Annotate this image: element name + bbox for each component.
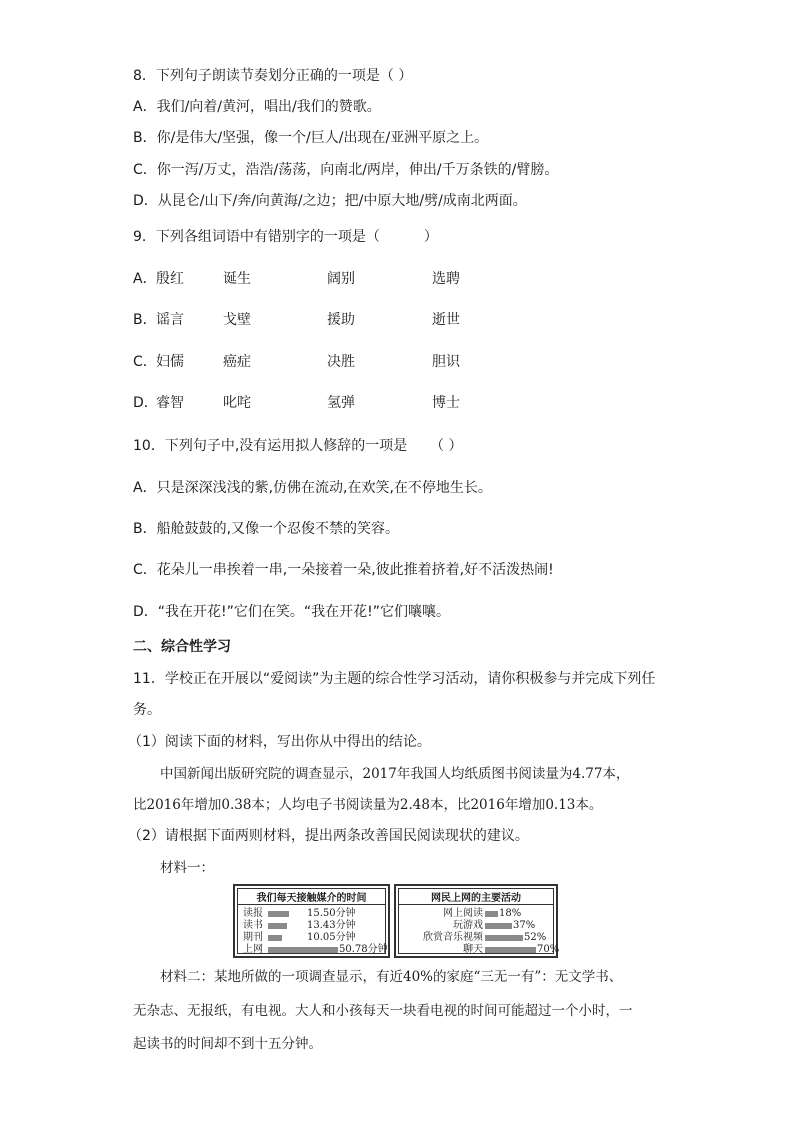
- q11-material-line1: 中国新闻出版研究院的调查显示，2017年我国人均纸质图书阅读量为4.77本，: [160, 766, 630, 782]
- q10-stem: 10．下列句子中,没有运用拟人修辞的一项是: [133, 438, 408, 454]
- q9-word: 谣言: [156, 312, 184, 328]
- chart-category-label: 读书: [243, 920, 263, 931]
- q9-word: 妇儒: [156, 354, 184, 370]
- q8-stem: 8．下列句子朗读节奏划分正确的一项是（ ）: [133, 68, 413, 84]
- chart-category-label: 读报: [243, 908, 263, 919]
- q9-option-letter: B．: [133, 312, 157, 328]
- q11-part1-prompt: （1）阅读下面的材料，写出你从中得出的结论。: [128, 734, 431, 750]
- q9-word: 氢弹: [327, 395, 355, 411]
- q8-option-b: B．你/是伟大/坚强，像一个/巨人/出现在/亚洲平原之上。: [133, 130, 489, 146]
- q9-stem-close: ）: [423, 229, 438, 245]
- q10-option-d: D．“我在开花!”它们在笑。“我在开花!”它们嚷嚷。: [133, 604, 451, 620]
- chart-title: 网民上网的主要活动: [431, 893, 521, 904]
- q9-word: 逝世: [432, 312, 460, 328]
- q9-option-letter: C．: [133, 354, 157, 370]
- material1-label: 材料一：: [160, 860, 214, 876]
- chart-bar: [485, 935, 523, 941]
- q9-stem: [133, 227, 438, 247]
- chart-bar: [268, 911, 289, 917]
- q9-word: 戈壁: [223, 312, 251, 328]
- chart-value-label: 13.43分钟: [307, 920, 356, 931]
- online-activities-chart: [394, 884, 558, 958]
- chart-title-divider: [399, 904, 553, 905]
- q9-word: 博士: [432, 395, 460, 411]
- chart-value-label: 37%: [513, 920, 536, 931]
- material2-line2: 无杂志、无报纸，有电视。大人和小孩每天一块看电视的时间可能超过一个小时，一: [133, 1003, 633, 1019]
- q9-word: 决胜: [327, 354, 355, 370]
- q11-stem-line1: 11．学校正在开展以“爱阅读”为主题的综合性学习活动，请你积极参与并完成下列任: [133, 671, 656, 687]
- q9-word: 殷红: [156, 271, 184, 287]
- chart-value-label: 50.78分钟: [339, 944, 388, 955]
- chart-category-label: 网上阅读: [443, 908, 483, 919]
- q9-word: 胆识: [432, 354, 460, 370]
- chart-value-label: 70%: [537, 944, 560, 955]
- q8-option-c: C．你一泻/万丈，浩浩/荡荡，向南北/两岸，伸出/千万条铁的/臂膀。: [133, 162, 559, 178]
- chart-bar: [268, 947, 338, 953]
- q9-word: 癌症: [223, 354, 251, 370]
- chart-title: 我们每天接触媒介的时间: [256, 893, 367, 904]
- chart-value-label: 18%: [499, 908, 522, 919]
- q11-material-line2: 比2016年增加0.38本；人均电子书阅读量为2.48本，比2016年增加0.13本。: [133, 797, 603, 813]
- chart-bar: [485, 947, 536, 953]
- chart-value-label: 10.05分钟: [307, 932, 356, 943]
- q11-stem-line2: 务。: [133, 702, 161, 718]
- q9-stem-text: 9．下列各组词语中有错别字的一项是（: [133, 229, 380, 245]
- chart-bar: [268, 923, 287, 929]
- chart-value-label: 52%: [524, 932, 547, 943]
- q10-option-c: C．花朵儿一串挨着一串,一朵接着一朵,彼此推着挤着,好不活泼热闹!: [133, 562, 554, 578]
- chart-value-label: 15.50分钟: [307, 908, 356, 919]
- q9-option-letter: D．: [133, 395, 158, 411]
- q9-word: 援助: [327, 312, 355, 328]
- chart-title-divider: [238, 904, 385, 905]
- section-title: 二、综合性学习: [133, 639, 231, 655]
- q9-word: 诞生: [223, 271, 251, 287]
- q11-part2-prompt: （2）请根据下面两则材料，提出两条改善国民阅读现状的建议。: [128, 828, 529, 844]
- material2-line1: 材料二：某地所做的一项调查显示，有近40%的家庭“三无一有”：无文学书、: [160, 969, 623, 985]
- q10-option-a: A．只是深深浅浅的紫,仿佛在流动,在欢笑,在不停地生长。: [133, 480, 492, 496]
- chart-category-label: 聊天: [463, 944, 483, 955]
- chart-category-label: 欣赏音乐视频: [423, 932, 483, 943]
- chart-bar: [485, 911, 498, 917]
- chart-bar: [485, 923, 512, 929]
- chart-bar: [268, 935, 282, 941]
- q10-answer-paren: （ ）: [430, 438, 463, 454]
- material2-line3: 起读书的时间却不到十五分钟。: [133, 1036, 322, 1052]
- q9-word: 选聘: [432, 271, 460, 287]
- q8-option-a: A．我们/向着/黄河，唱出/我们的赞歌。: [133, 99, 381, 115]
- q9-word: 叱咤: [223, 395, 251, 411]
- chart-category-label: 上网: [243, 944, 263, 955]
- q10-option-b: B．船舱鼓鼓的,又像一个忍俊不禁的笑容。: [133, 521, 400, 537]
- q9-option-letter: A．: [133, 271, 157, 287]
- q9-word: 阔别: [327, 271, 355, 287]
- q8-option-d: D．从昆仑/山下/奔/向黄海/之边；把/中原大地/劈/成南北两面。: [133, 193, 527, 209]
- q9-word: 睿智: [156, 395, 184, 411]
- chart-category-label: 玩游戏: [453, 920, 483, 931]
- chart-category-label: 期刊: [243, 932, 263, 943]
- media-time-chart: [233, 884, 390, 958]
